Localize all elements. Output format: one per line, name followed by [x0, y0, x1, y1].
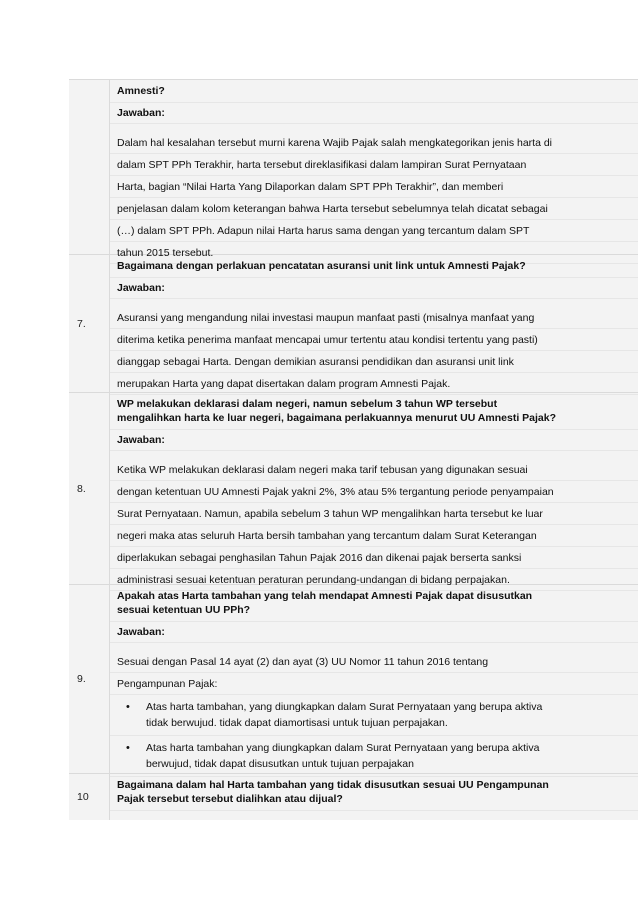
question-number: 10: [77, 791, 89, 803]
answer-line: diperlakukan sebagai penghasilan Tahun Pajak 2016 dan dikenai pajak berserta sanksi: [110, 547, 638, 569]
answer-line: dengan ketentuan UU Amnesti Pajak yakni 2%, 3% atau 5% tergantung periode penyampaian: [110, 481, 638, 503]
answer-line: merupakan Harta yang dapat disertakan dalam program Amnesti Pajak.: [110, 373, 638, 395]
answer-line: Ketika WP melakukan deklarasi dalam negeri maka tarif tebusan yang digunakan sesuai: [110, 459, 638, 481]
question-line: sesuai ketentuan UU PPh?: [117, 604, 251, 616]
faq-content: [109, 393, 638, 584]
answer-label: Jawaban:: [110, 430, 638, 451]
faq-row: [69, 254, 638, 392]
question-line: Bagaimana dalam hal Harta tambahan yang tidak disusutkan sesuai UU Pengampunan: [117, 779, 549, 791]
bullet-text: [146, 740, 539, 772]
faq-row: [69, 392, 638, 584]
bullet-item: [110, 695, 638, 736]
faq-row: [69, 773, 638, 820]
bullet-line: Atas harta tambahan, yang diungkapkan dalam Surat Pernyataan yang berupa aktiva: [146, 701, 543, 713]
answer-spacer: [110, 643, 638, 651]
answer-line: administrasi sesuai ketentuan peraturan perundang-undangan di bidang perpajakan.: [110, 569, 638, 591]
bullet-line: berwujud, tidak dapat disusutkan untuk tujuan perpajakan: [146, 758, 414, 770]
bullet-line: Atas harta tambahan yang diungkapkan dalam Surat Pernyataan yang berupa aktiva: [146, 742, 540, 754]
bullet-item: [110, 736, 638, 777]
answer-spacer: [110, 451, 638, 459]
faq-content: [109, 585, 638, 773]
answer-label: Jawaban:: [110, 103, 638, 124]
question-text: [110, 80, 638, 103]
answer-spacer: [110, 124, 638, 132]
faq-content: [109, 774, 638, 820]
question-number: [69, 80, 109, 254]
answer-line: negeri maka atas seluruh Harta bersih tambahan yang tercantum dalam Surat Keterangan: [110, 525, 638, 547]
bullet-dot-icon: •: [126, 742, 130, 754]
answer-line: penjelasan dalam kolom keterangan bahwa Harta tersebut sebelumnya telah dicatat sebagai: [110, 198, 638, 220]
faq-content: [109, 255, 638, 392]
answer-line: Dalam hal kesalahan tersebut murni karena Wajib Pajak salah mengkategorikan jenis harta di: [110, 132, 638, 154]
question-line: Amnesti?: [117, 85, 165, 97]
answer-line: dalam SPT PPh Terakhir, harta tersebut direklasifikasi dalam lampiran Surat Pernyataan: [110, 154, 638, 176]
question-number: 9.: [77, 673, 86, 685]
question-number: 8.: [77, 482, 86, 495]
question-line: Pajak tersebut tersebut dialihkan atau dijual?: [117, 793, 343, 805]
faq-row: [69, 584, 638, 773]
question-line: Bagaimana dengan perlakuan pencatatan asuransi unit link untuk Amnesti Pajak?: [117, 260, 526, 272]
question-line: WP melakukan deklarasi dalam negeri, namun sebelum 3 tahun WP tersebut: [117, 398, 498, 410]
question-line: Apakah atas Harta tambahan yang telah mendapat Amnesti Pajak dapat disusutkan: [117, 590, 533, 602]
answer-line: Surat Pernyataan. Namun, apabila sebelum 3 tahun WP mengalihkan harta tersebut ke luar: [110, 503, 638, 525]
question-line: mengalihkan harta ke luar negeri, bagaimana perlakuannya menurut UU Amnesti Pajak?: [117, 412, 557, 424]
question-text: [110, 774, 638, 811]
bullet-text: [146, 699, 542, 731]
answer-label: Jawaban:: [110, 622, 638, 643]
answer-line: dianggap sebagai Harta. Dengan demikian asuransi pendidikan dan asuransi unit link: [110, 351, 638, 373]
question-number: 7.: [77, 317, 86, 330]
faq-table: [69, 79, 638, 820]
faq-content: [109, 80, 638, 259]
answer-line: Asuransi yang mengandung nilai investasi maupun manfaat pasti (misalnya manfaat yang: [110, 307, 638, 329]
bullet-line: tidak berwujud. tidak dapat diamortisasi untuk tujuan perpajakan.: [146, 717, 448, 729]
question-text: [110, 255, 638, 278]
answer-line: (…) dalam SPT PPh. Adapun nilai Harta harus sama dengan yang tercantum dalam SPT: [110, 220, 638, 242]
answer-line: Sesuai dengan Pasal 14 ayat (2) dan ayat (3) UU Nomor 11 tahun 2016 tentang: [110, 651, 638, 673]
answer-spacer: [110, 299, 638, 307]
answer-line: Harta, bagian “Nilai Harta Yang Dilaporkan dalam SPT PPh Terakhir”, dan memberi: [110, 176, 638, 198]
answer-label: Jawaban:: [110, 278, 638, 299]
bullet-dot-icon: •: [126, 701, 130, 713]
answer-line: diterima ketika penerima manfaat mencapai umur tertentu atau kondisi tertentu yang pasti): [110, 329, 638, 351]
answer-line: Pengampunan Pajak:: [110, 673, 638, 695]
question-text: [110, 393, 638, 430]
faq-row: [69, 79, 638, 259]
answer-line: tahun 2015 tersebut.: [110, 242, 638, 264]
question-text: [110, 585, 638, 622]
